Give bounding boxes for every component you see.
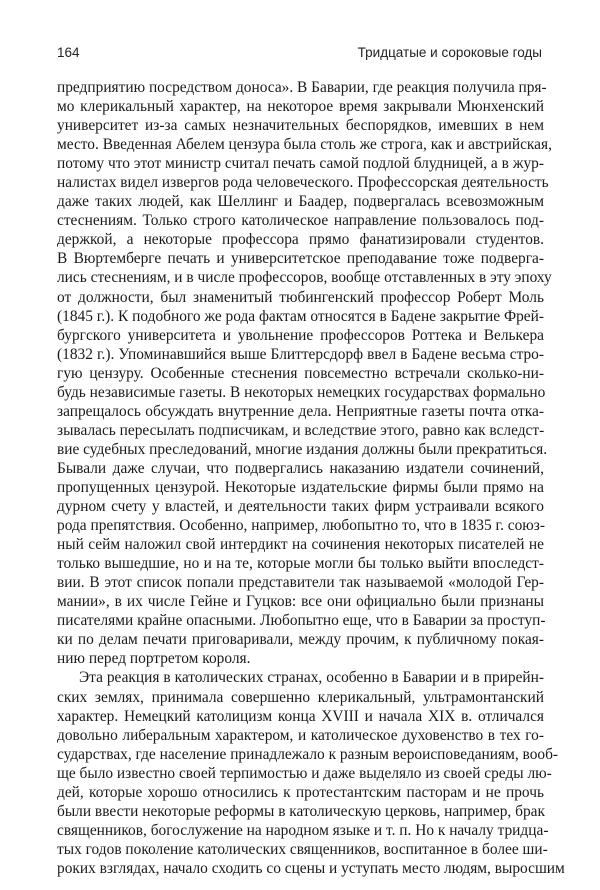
- paragraph: [57, 78, 552, 668]
- text-line: потому что этот министр считал печать самой подлой блудницей, а в жур-: [57, 155, 544, 173]
- text-line: Эта реакция в католических странах, особенно в Баварии и в прирейн-: [79, 669, 544, 687]
- text-line: гую цензуру. Особенные стеснения повсеместно встречали сколько-ни-: [57, 364, 544, 382]
- text-line: ный сейм наложил свой интердикт на сочинения некоторых писателей не: [57, 536, 544, 554]
- text-line: вии. В этот список попали представители так называемой «молодой Гер-: [57, 574, 544, 592]
- text-line: зывалась пересылать подписчикам, и вследствие этого, равно как вследст-: [57, 421, 545, 439]
- text-line: писателями крайне опасными. Любопытно еще, что в Баварии за проступ-: [57, 612, 546, 630]
- text-line: даже таких людей, как Шеллинг и Баадер, подвергалась всевозможным: [57, 193, 544, 211]
- text-line: (1832 г.). Упоминавшийся выше Блиттерсдорф ввел в Бадене весьма стро-: [57, 345, 544, 363]
- text-line: дурном счету у властей, и деятельности таких фирм устраивали всякого: [57, 498, 544, 516]
- running-title: Тридцатые и сороковые годы: [357, 45, 542, 60]
- text-line: роких взглядах, начало сходить со сцены и уступать место людям, выросшим: [57, 859, 565, 877]
- text-line: сударствах, где население принадлежало к разным вероисповеданиям, вооб-: [57, 745, 559, 763]
- text-line: (1845 г.). К подобного же рода фактам относятся в Бадене закрытие Фрей-: [57, 307, 544, 325]
- body-text: [57, 78, 565, 878]
- text-line: священников, богослужение на народном языке и т. п. Но к началу тридца-: [57, 821, 549, 839]
- text-line: В Вюртемберге печать и университетское преподавание тоже подверга-: [57, 250, 544, 268]
- text-line: были ввести некоторые реформы в католическую церковь, например, брак: [57, 802, 545, 820]
- text-line: предприятию посредством доноса». В Баварии, где реакция получила пря-: [57, 79, 547, 96]
- text-line: рода препятствия. Особенно, например, любопытно то, что в 1835 г. союз-: [57, 517, 545, 535]
- text-line: тых годов поколение католических священников, воспитанное в более ши-: [57, 840, 548, 858]
- text-line: от должности, был знаменитый тюбингенский профессор Роберт Моль: [57, 288, 544, 306]
- text-line: ки по делам печати приговаривали, между прочим, к публичному покая-: [57, 631, 544, 649]
- text-line: ских землях, принимала совершенно клерикальный, ультрамонтанский: [57, 688, 544, 706]
- text-line: будь независимые газеты. В некоторых немецких государствах формально: [57, 383, 546, 401]
- text-line: мании», в их числе Гейне и Гуцков: все они официально были признаны: [57, 593, 544, 611]
- text-line: университет из-за самых незначительных беспорядков, имевших в нем: [57, 117, 544, 135]
- text-line: нию перед портретом короля.: [57, 650, 251, 668]
- text-line: место. Введенная Абелем цензура была столь же строга, как и австрийская,: [57, 136, 552, 154]
- text-line: запрещалось обсуждать внутренние дела. Неприятные газеты почта отка-: [57, 402, 544, 420]
- text-line: мо клерикальный характер, на некоторое время закрывали Мюнхенский: [57, 98, 544, 116]
- text-line: пропущенных цензурой. Некоторые издательские фирмы были прямо на: [57, 478, 544, 496]
- text-line: дей, которые хорошо относились к протестантским пасторам и не прочь: [57, 783, 544, 801]
- text-line: Бывали даже случаи, что подвергались наказанию издатели сочинений,: [57, 459, 544, 477]
- text-line: стеснениям. Только строго католическое направление пользовалось под-: [57, 212, 544, 230]
- text-line: только вышедшие, но и на те, которые могли бы только выйти впоследст-: [57, 555, 544, 573]
- text-line: бургского университета и увольнение профессоров Роттека и Велькера: [57, 326, 544, 344]
- paragraph: [57, 668, 565, 878]
- text-line: держкой, а некоторые профессора прямо фанатизировали студентов.: [57, 231, 544, 249]
- text-line: налистах видел извергов рода человеческого. Профессорская деятельность: [57, 174, 549, 192]
- page-header: [57, 45, 542, 67]
- page-number: 164: [57, 45, 80, 60]
- text-line: довольно либеральным характером, и католическое духовенство в тех го-: [57, 726, 544, 744]
- text-line: характер. Немецкий католицизм конца XVIII и начала XIX в. отличался: [57, 707, 544, 725]
- text-line: ще было известно своей терпимостью и даже выделяло из своей среды лю-: [57, 764, 552, 782]
- text-line: лись стеснениям, и в числе профессоров, вообще отставленных в эту эпоху: [57, 269, 552, 287]
- text-line: вие судебных преследований, многие издания должны были прекратиться.: [57, 440, 548, 458]
